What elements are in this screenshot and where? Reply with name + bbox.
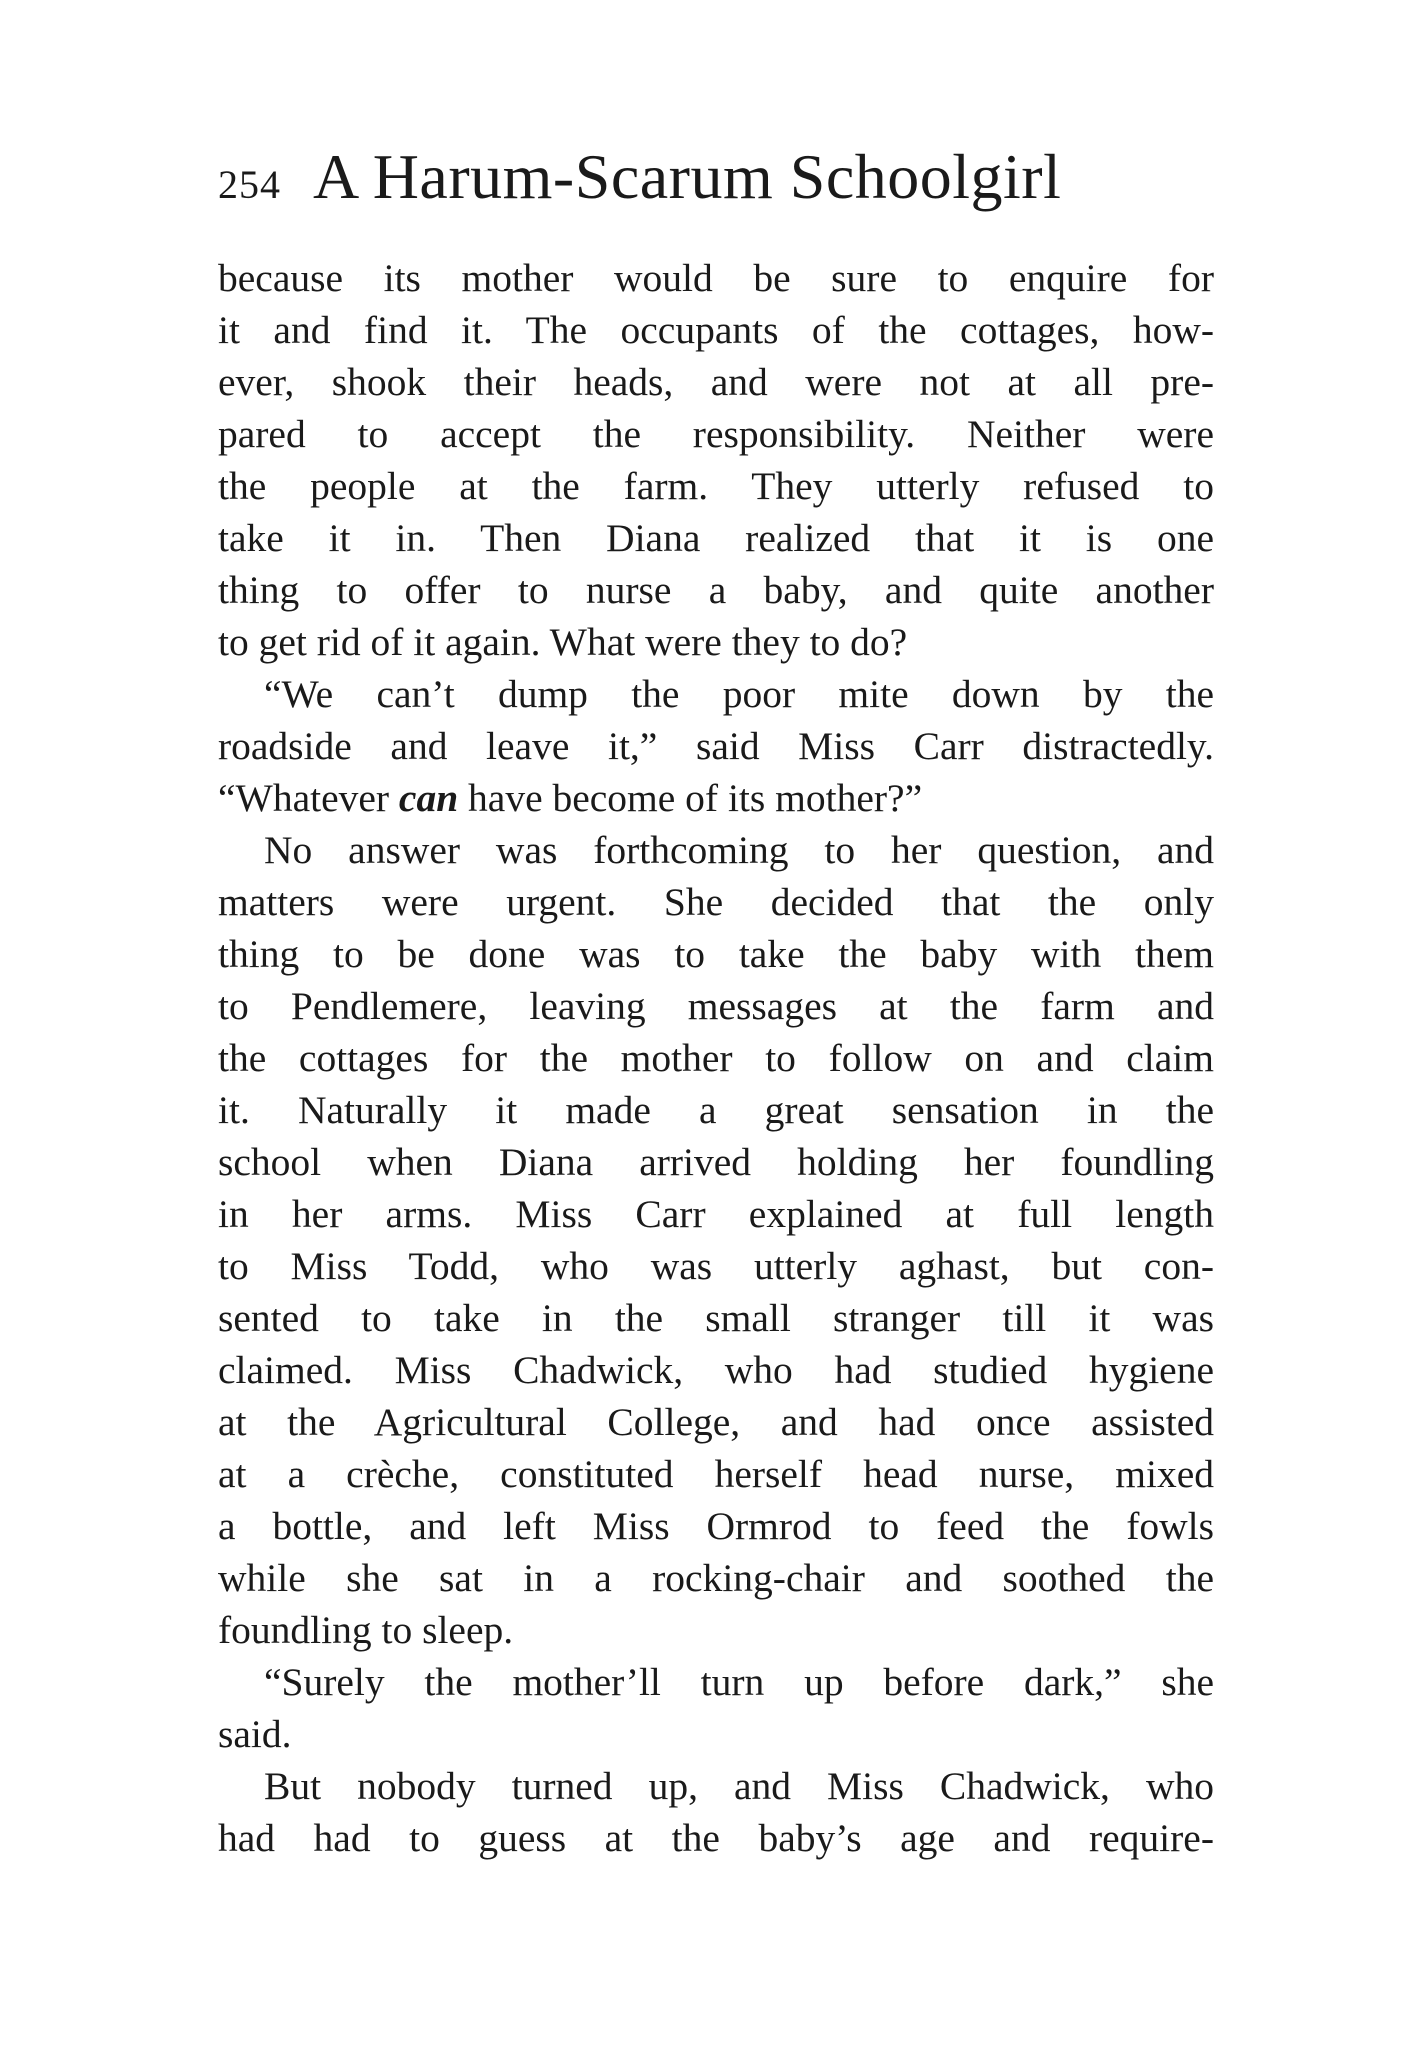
text-line: ever, shook their heads, and were not at all pre- <box>218 360 1214 404</box>
text-line: while she sat in a rocking-chair and soothed the <box>218 1556 1214 1600</box>
book-title: A Harum-Scarum Schoolgirl <box>313 141 1062 212</box>
text-segment: “Whatever <box>218 776 399 820</box>
emphasis-word: can <box>398 776 459 820</box>
text-line: at a crèche, constituted herself head nurse, mixed <box>218 1452 1214 1496</box>
running-head <box>218 140 1218 220</box>
text-line: No answer was forthcoming to her question, and <box>264 828 1214 872</box>
text-line: to Pendlemere, leaving messages at the farm and <box>218 984 1214 1028</box>
text-line: foundling to sleep. <box>218 1608 514 1652</box>
text-line <box>218 772 1214 824</box>
text-line: “Surely the mother’ll turn up before dark,” she <box>264 1660 1214 1704</box>
text-line: at the Agricultural College, and had once assisted <box>218 1400 1214 1444</box>
text-line: had had to guess at the baby’s age and require- <box>218 1816 1214 1860</box>
body-text <box>218 252 1214 1864</box>
text-line: But nobody turned up, and Miss Chadwick, who <box>264 1764 1214 1808</box>
text-line: the people at the farm. They utterly refused to <box>218 464 1214 508</box>
text-line: claimed. Miss Chadwick, who had studied hygiene <box>218 1348 1214 1392</box>
text-line: it. Naturally it made a great sensation in the <box>218 1088 1214 1132</box>
text-line: to Miss Todd, who was utterly aghast, but con- <box>218 1244 1214 1288</box>
text-line: sented to take in the small stranger till it was <box>218 1296 1214 1340</box>
text-line: the cottages for the mother to follow on and claim <box>218 1036 1214 1080</box>
page-number: 254 <box>218 162 281 207</box>
text-line: thing to offer to nurse a baby, and quite another <box>218 568 1214 612</box>
text-line: a bottle, and left Miss Ormrod to feed the fowls <box>218 1504 1214 1548</box>
text-line: because its mother would be sure to enquire for <box>218 256 1214 300</box>
text-line: thing to be done was to take the baby with them <box>218 932 1214 976</box>
text-line: matters were urgent. She decided that the only <box>218 880 1214 924</box>
text-segment: have become of its mother?” <box>458 776 923 820</box>
text-line: said. <box>218 1712 292 1756</box>
text-line: it and find it. The occupants of the cottages, how- <box>218 308 1214 352</box>
text-line: to get rid of it again. What were they to do? <box>218 620 908 664</box>
text-line: pared to accept the responsibility. Neither were <box>218 412 1214 456</box>
text-line: take it in. Then Diana realized that it is one <box>218 516 1214 560</box>
text-line: in her arms. Miss Carr explained at full length <box>218 1192 1214 1236</box>
text-line: school when Diana arrived holding her foundling <box>218 1140 1214 1184</box>
text-line: roadside and leave it,” said Miss Carr distractedly. <box>218 724 1214 768</box>
text-line: “We can’t dump the poor mite down by the <box>264 672 1214 716</box>
